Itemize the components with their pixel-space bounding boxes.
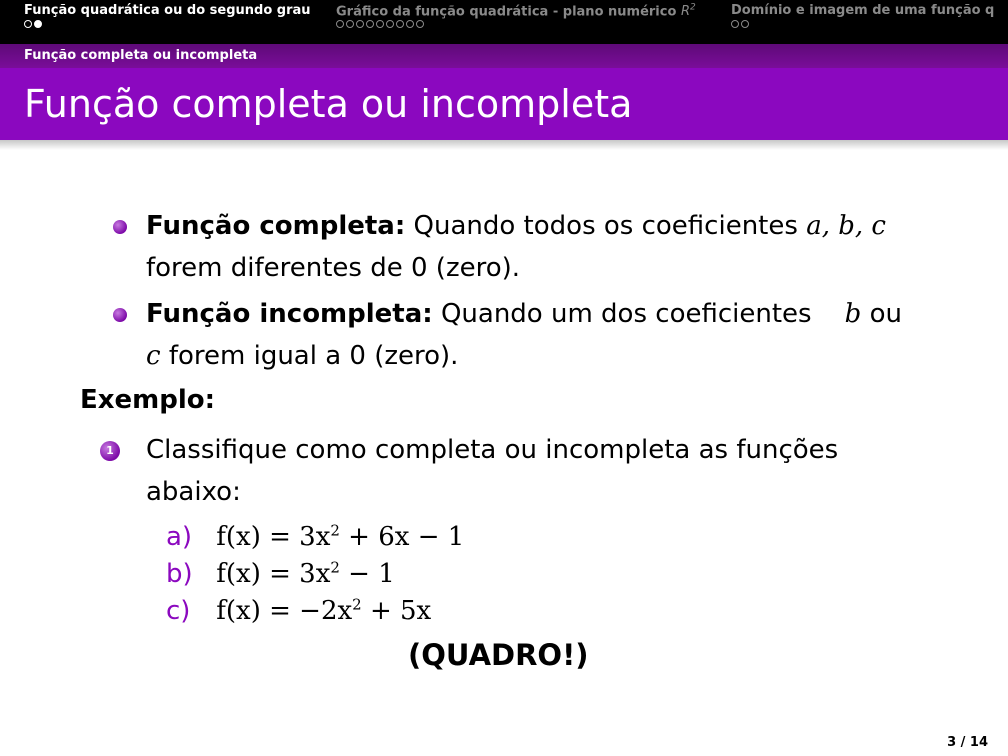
frame-title-bar bbox=[0, 68, 1008, 140]
nav-frame-dot[interactable] bbox=[336, 20, 344, 28]
nav-section-math: $R^2$ bbox=[680, 3, 696, 20]
nav-frame-dot[interactable] bbox=[406, 20, 414, 28]
nav-frame-dot-current[interactable] bbox=[34, 20, 42, 28]
bullet-text: Quando um dos coeficientes bbox=[440, 299, 812, 329]
nav-frame-dot[interactable] bbox=[24, 20, 32, 28]
exercise-item bbox=[106, 429, 906, 513]
nav-section-label: Gráfico da função quadrática - plano numérico bbox=[336, 4, 677, 20]
nav-section-dominio-imagem[interactable] bbox=[731, 3, 994, 18]
bullet-text: Quando todos os coeficientes bbox=[413, 211, 798, 241]
bullet-variables: a, b, c bbox=[806, 211, 886, 241]
function-item-c bbox=[166, 586, 431, 629]
nav-section-funcao-quadratica[interactable] bbox=[24, 3, 311, 18]
board-note: (QUADRO!) bbox=[408, 638, 589, 672]
nav-section-grafico[interactable] bbox=[336, 3, 696, 19]
nav-frame-dot[interactable] bbox=[356, 20, 364, 28]
nav-frame-dot[interactable] bbox=[376, 20, 384, 28]
nav-section-label: Domínio e imagem de uma função q bbox=[731, 3, 995, 18]
frame-title: Função completa ou incompleta bbox=[24, 82, 633, 126]
bullet-icon bbox=[113, 220, 127, 234]
section-navigation-bar bbox=[0, 0, 1008, 44]
function-expression: $f(x) = -2x^2 + 5x$ bbox=[216, 595, 432, 626]
nav-section-label: Função quadrática ou do segundo grau bbox=[24, 3, 311, 18]
nav-frame-dot[interactable] bbox=[346, 20, 354, 28]
bullet-variable-c: c bbox=[146, 341, 161, 371]
bullet-text-continued: forem igual a 0 (zero). bbox=[168, 341, 459, 371]
subsection-label[interactable]: Função completa ou incompleta bbox=[24, 48, 258, 63]
bullet-term: Função incompleta: bbox=[146, 299, 433, 329]
bullet-term: Função completa: bbox=[146, 211, 406, 241]
bullet-conjunction: ou bbox=[869, 299, 902, 329]
bullet-funcao-completa bbox=[146, 205, 936, 289]
subsection-bar bbox=[0, 44, 1008, 68]
nav-dots-section-2 bbox=[336, 20, 424, 28]
function-expression: $f(x) = 3x^2 + 6x - 1$ bbox=[216, 521, 465, 552]
nav-frame-dot[interactable] bbox=[741, 20, 749, 28]
title-shadow bbox=[0, 140, 1008, 150]
bullet-text-continued: forem diferentes de 0 (zero). bbox=[146, 253, 521, 283]
enumerate-number-icon: 1 bbox=[100, 441, 120, 461]
function-item-label: b) bbox=[166, 558, 193, 589]
nav-frame-dot[interactable] bbox=[386, 20, 394, 28]
nav-frame-dot[interactable] bbox=[396, 20, 404, 28]
nav-frame-dot[interactable] bbox=[366, 20, 374, 28]
function-expression: $f(x) = 3x^2 - 1$ bbox=[216, 558, 395, 589]
example-heading: Exemplo: bbox=[80, 385, 216, 415]
function-item-label: a) bbox=[166, 521, 193, 552]
nav-frame-dot[interactable] bbox=[731, 20, 739, 28]
nav-dots-section-1 bbox=[24, 20, 42, 28]
page-number: 3 / 14 bbox=[947, 735, 988, 750]
bullet-icon bbox=[113, 308, 127, 322]
bullet-variable-b: b bbox=[844, 299, 862, 329]
exercise-text: Classifique como completa ou incompleta as funções abaixo: bbox=[146, 435, 839, 507]
nav-frame-dot[interactable] bbox=[416, 20, 424, 28]
nav-dots-section-3 bbox=[731, 20, 749, 28]
function-item-label: c) bbox=[166, 595, 191, 626]
bullet-funcao-incompleta bbox=[146, 293, 936, 377]
